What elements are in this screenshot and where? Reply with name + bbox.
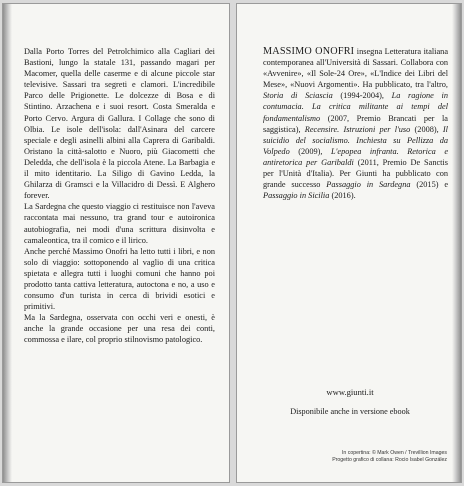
right-flap: [236, 3, 462, 483]
book-title: Storia di Sciascia: [263, 91, 333, 101]
design-credit: Progetto grafico di collana: Rocio Isabel González: [332, 457, 447, 463]
book-title: La ragione in contumacia. La critica militante ai tempi del fondamentalismo: [263, 91, 448, 123]
author-bio: [263, 46, 448, 201]
bio-text: (2011, Premio De Sanctis per l'Unità d'Italia). Per Giunti ha pubblicato con grande successo: [263, 157, 448, 190]
synopsis-paragraph: La Sardegna che questo viaggio ci restituisce non l'aveva raccontata mai nessuno, tra grand tour e autoironica autobiografia, nei modi d'una scrittura disinvolta e camaleontica, tra il comico e il lirico.: [24, 202, 215, 245]
publisher-website: www.giunti.it: [326, 387, 374, 397]
synopsis-paragraph: Ma la Sardegna, osservata con occhi veri e onesti, è anche la grande occasione per una resa dei conti, commossa e ilare, col proprio stilnovismo patologico.: [24, 313, 215, 345]
bio-text: (2009),: [289, 146, 331, 156]
bio-text: (2007, Premio Brancati per la saggistica),: [263, 113, 448, 134]
book-title: L'epopea infranta. Retorica e antiretorica per Garibaldi: [263, 146, 449, 167]
book-title: Il suicidio del socialismo. Inchiesta su Pellizza da Volpedo: [263, 124, 448, 156]
bio-text: insegna Letteratura italiana contemporanea all'Università di Sassari. Collabora con «Avvenire», «Il Sole-24 Ore», «L'Indice dei Libri del Mese», «Nuovi Argomenti». Ha pubblicato, tra l'altro,: [263, 47, 449, 90]
synopsis-paragraph: Dalla Porto Torres del Petrolchimico alla Cagliari dei Bastioni, lungo la statale 131, passando magari per Macomer, quella delle caserme e di alcune piccole star televisive. Sassari tra segreti e clamori. L'incredibile Parco delle Prigionette. Le dolcezze di Bosa e di Stintino. Arzachena e i suoi resort. Costa Smeralda e Porto Cervo. Argura di Gallura. I Collage che sono di Olbia. Le isole dell'isola: dall'Asinara del carcere speciale e degli asinelli albini alla Caprera di Garibaldi. Oristano la città-salotto e Nuoro, più Giacometti che Deledda, che dell'isola è la piccola Atene. La Barbagia e il mito identitario. La Siligo di Gavino Ledda, la Ghilarza di Gramsci e la Villacidro di Dessì. E Alghero forever.: [24, 47, 215, 201]
bio-text: (2016).: [329, 191, 356, 201]
synopsis-text: [24, 46, 215, 346]
author-name: MASSIMO ONOFRI: [263, 46, 355, 57]
author-bio-paragraph: [263, 46, 448, 201]
book-title: Recensire. Istruzioni per l'uso: [304, 124, 411, 134]
spine-fold: [3, 4, 12, 482]
book-title: Passaggio in Sardegna: [326, 180, 411, 190]
cover-credit: In copertina: © Mark Owen / Trevillion Images: [341, 450, 447, 456]
bio-text: (2015) e: [410, 180, 449, 190]
book-title: Passaggio in Sicilia: [263, 191, 330, 201]
bio-text: (1994-2004),: [332, 91, 392, 101]
ebook-availability-note: Disponibile anche in versione ebook: [290, 407, 410, 416]
bio-text: (2008),: [410, 124, 443, 134]
left-flap: [2, 3, 230, 483]
synopsis-paragraph: Anche perché Massimo Onofri ha letto tutti i libri, e non solo di viaggio: sottoponendo al vaglio di una critica spietata e allegra tutti i luoghi comuni che hanno poi prodotto tanta cattiva letteratura, autoctona e no, a uso e consumo d'un turista in cerca di brividi esotici e primitivi.: [24, 246, 215, 312]
